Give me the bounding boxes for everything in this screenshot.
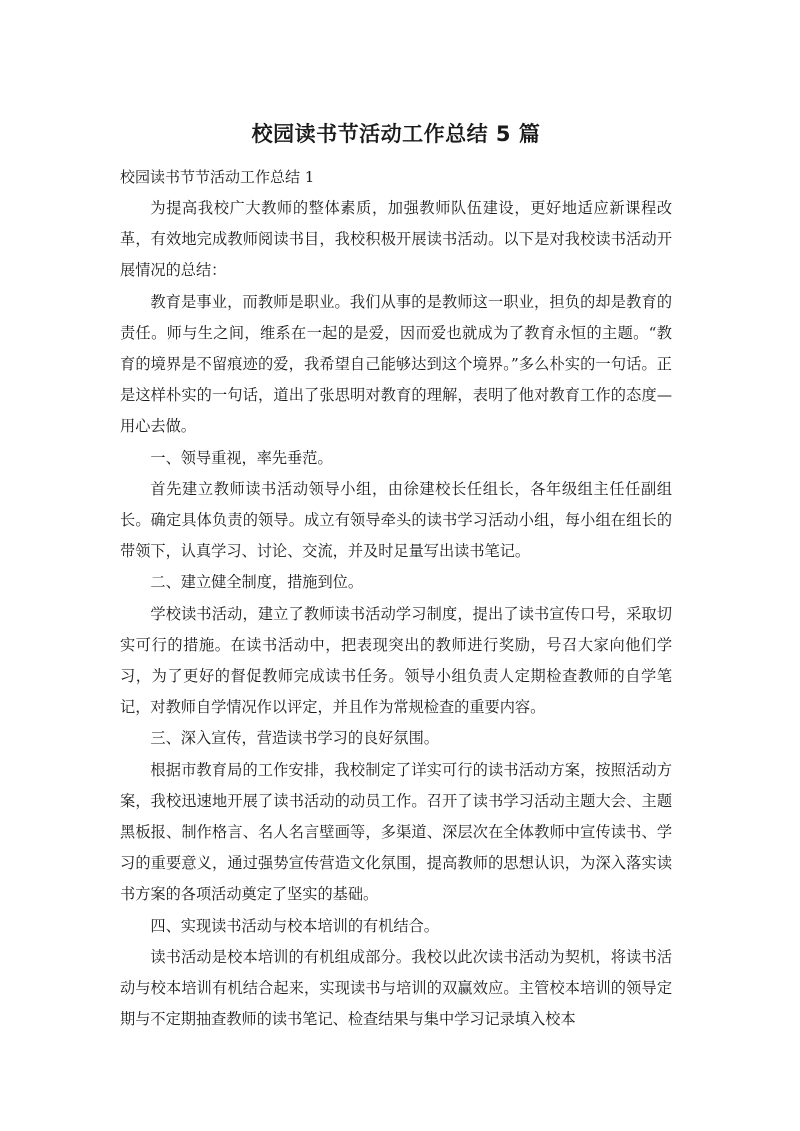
document-title: 校园读书节活动工作总结 5 篇 — [251, 122, 541, 146]
heading-section-2: 二、建立健全制度，措施到位。 — [150, 573, 364, 592]
heading-section-3: 三、深入宣传，营造读书学习的良好氛围。 — [150, 729, 439, 748]
paragraph-section-2: 学校读书活动，建立了教师读书活动学习制度，提出了读书宣传口号，采取切实可行的措施。在读书活动中，把表现突出的教师进行奖励，号召大家向他们学习，为了更好的督促教师完成读书任务。领导小组负责人定期检查教师的自学笔记，对教师自学情况作以评定，并且作为常规检查的重要内容。 — [120, 604, 672, 717]
paragraph-section-3: 根据市教育局的工作安排，我校制定了详实可行的读书活动方案，按照活动方案，我校迅速地开展了读书活动的动员工作。召开了读书学习活动主题大会、主题黑板报、制作格言、名人名言壁画等，多渠道、深层次在全体教师中宣传读书、学习的重要意义，通过强势宣传营造文化氛围，提高教师的思想认识，为深入落实读书方案的各项活动奠定了坚实的基础。 — [120, 760, 672, 904]
paragraph-education: 教育是事业，而教师是职业。我们从事的是教师这一职业，担负的却是教育的责任。师与生之间，维系在一起的是爱，因而爱也就成为了教育永恒的主题。“教育的境界是不留痕迹的爱，我希望自己能够达到这个境界。”多么朴实的一句话。正是这样朴实的一句话，道出了张思明对教育的理解，表明了他对教育工作的态度—用心去做。 — [120, 292, 672, 436]
section-subtitle: 校园读书节节活动工作总结 1 — [120, 168, 315, 186]
paragraph-section-1: 首先建立教师读书活动领导小组，由徐建校长任组长，各年级组主任任副组长。确定具体负责的领导。成立有领导牵头的读书学习活动小组，每小组在组长的带领下，认真学习、讨论、交流，并及时足量写出读书笔记。 — [120, 479, 672, 561]
heading-section-1: 一、领导重视，率先垂范。 — [150, 448, 333, 467]
paragraph-intro: 为提高我校广大教师的整体素质，加强教师队伍建设，更好地适应新课程改革，有效地完成教师阅读书目，我校积极开展读书活动。以下是对我校读书活动开展情况的总结： — [120, 199, 672, 280]
paragraph-section-4: 读书活动是校本培训的有机组成部分。我校以此次读书活动为契机，将读书活动与校本培训有机结合起来，实现读书与培训的双赢效应。主管校本培训的领导定期与不定期抽查教师的读书笔记、检查结果与集中学习记录填入校本 — [120, 947, 672, 1029]
heading-section-4: 四、实现读书活动与校本培训的有机结合。 — [150, 916, 439, 935]
document-page — [120, 118, 672, 1035]
